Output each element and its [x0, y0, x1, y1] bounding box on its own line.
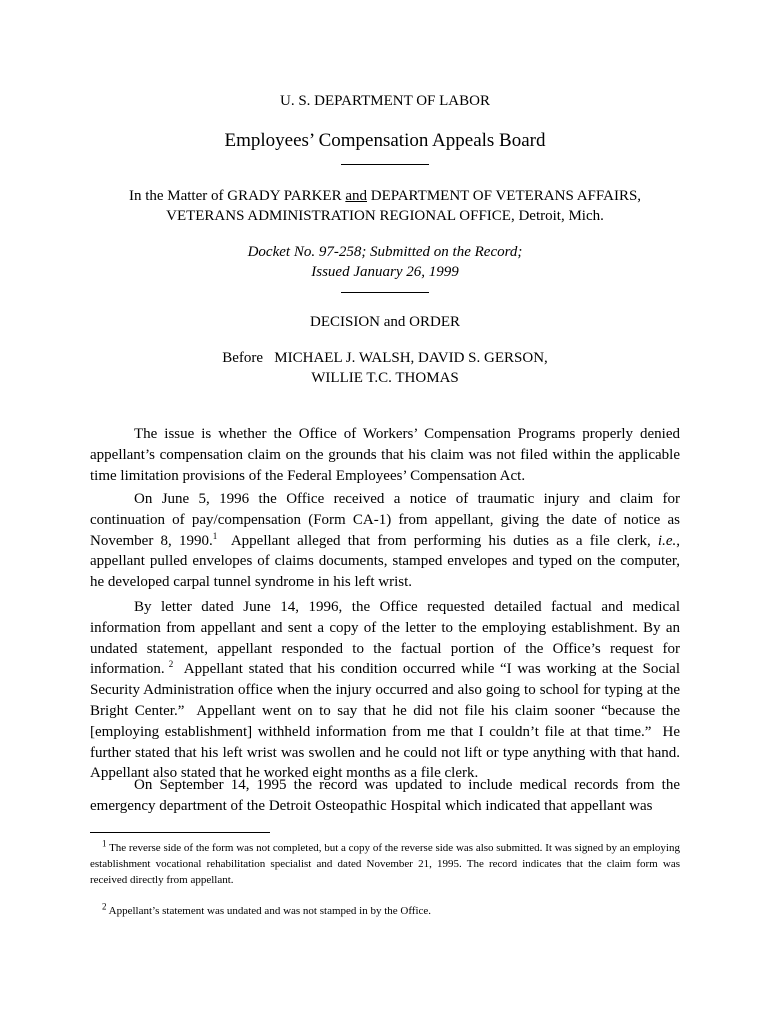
- p2-text-a: On June 5, 1996 the Office received a notice of traumatic injury and claim for continuation of pay/compensation (Form CA-1) from appellant, giving the date of notice as November 8, 1990.: [90, 491, 680, 549]
- panel-line-2: WILLIE T.C. THOMAS: [311, 370, 459, 386]
- paragraph-record: On September 14, 1995 the record was updated to include medical records from the emergency department of the Detroit Osteopathic Hospital which indicated that appellant was: [90, 777, 680, 814]
- panel-line-1: Before MICHAEL J. WALSH, DAVID S. GERSON,: [222, 350, 548, 366]
- panel-members: [0, 348, 770, 388]
- p3-text-b: Appellant stated that his condition occurred while “I was working at the Social Security Administration office when the injury occurred and also going to school for typing at the Bright Center.” Appellant went on to say that he did not file his claim sooner “because the [employing establishment] withheld information from me that I couldn’t file at that time.” He further stated that his left wrist was swollen and he could not lift or type anything with that hand. Appellant also stated that he worked eight months as a file clerk.: [90, 661, 684, 782]
- footnote-2-text: Appellant’s statement was undated and was not stamped in by the Office.: [106, 905, 432, 917]
- footnote-1-number: 1: [102, 838, 107, 849]
- p2-ie: i.e.: [657, 532, 677, 549]
- caption-respondent: DEPARTMENT OF VETERANS AFFAIRS,: [367, 188, 642, 204]
- docket-divider: [341, 292, 429, 293]
- docket-number: Docket No. 97-258; Submitted on the Record;: [247, 244, 523, 260]
- footnote-ref-2: 2: [164, 659, 174, 670]
- case-caption: [60, 186, 710, 226]
- footnote-2-number: 2: [102, 901, 107, 912]
- p3-text-a: By letter dated June 14, 1996, the Office requested detailed factual and medical information from appellant and sent a copy of the letter to the employing establishment. By an undated statement, appellant responded to the factual portion of the Office’s request for information.: [90, 599, 680, 678]
- board-title: Employees’ Compensation Appeals Board: [224, 130, 546, 151]
- department-heading: U. S. DEPARTMENT OF LABOR: [280, 93, 490, 109]
- caption-and: and: [345, 188, 368, 204]
- footnote-1: [90, 840, 680, 888]
- caption-line-2: VETERANS ADMINISTRATION REGIONAL OFFICE, Detroit, Mich.: [166, 208, 604, 224]
- issued-date: Issued January 26, 1999: [311, 264, 459, 280]
- footnote-2: [90, 903, 680, 919]
- footnote-divider: [90, 832, 270, 833]
- paragraph-letter: [90, 597, 684, 784]
- footnote-ref-1: 1: [212, 530, 218, 541]
- paragraph-claim: [90, 489, 680, 593]
- footnote-1-text: The reverse side of the form was not completed, but a copy of the reverse side was also submitted. It was signed by an employing establishment vocational rehabilitation specialist and dated November 21, 1995. The record indicates that the claim form was received directly from appellant.: [90, 842, 680, 886]
- caption-prefix: In the Matter of GRADY PARKER: [128, 188, 346, 204]
- title-divider: [341, 164, 429, 165]
- p2-text-c: , appellant pulled envelopes of claims documents, stamped envelopes and typed on the computer, he developed carpal tunnel syndrome in his left wrist.: [90, 532, 680, 591]
- p2-text-b: Appellant alleged that from performing his duties as a file clerk,: [217, 532, 658, 549]
- decision-title: DECISION and ORDER: [310, 314, 460, 330]
- caption-line-1: [60, 186, 710, 206]
- paragraph-issue: The issue is whether the Office of Workers’ Compensation Programs properly denied appellant’s compensation claim on the grounds that his claim was not filed within the applicable time limitation provisions of the Federal Employees’ Compensation Act.: [90, 426, 680, 484]
- docket-info: [0, 242, 770, 282]
